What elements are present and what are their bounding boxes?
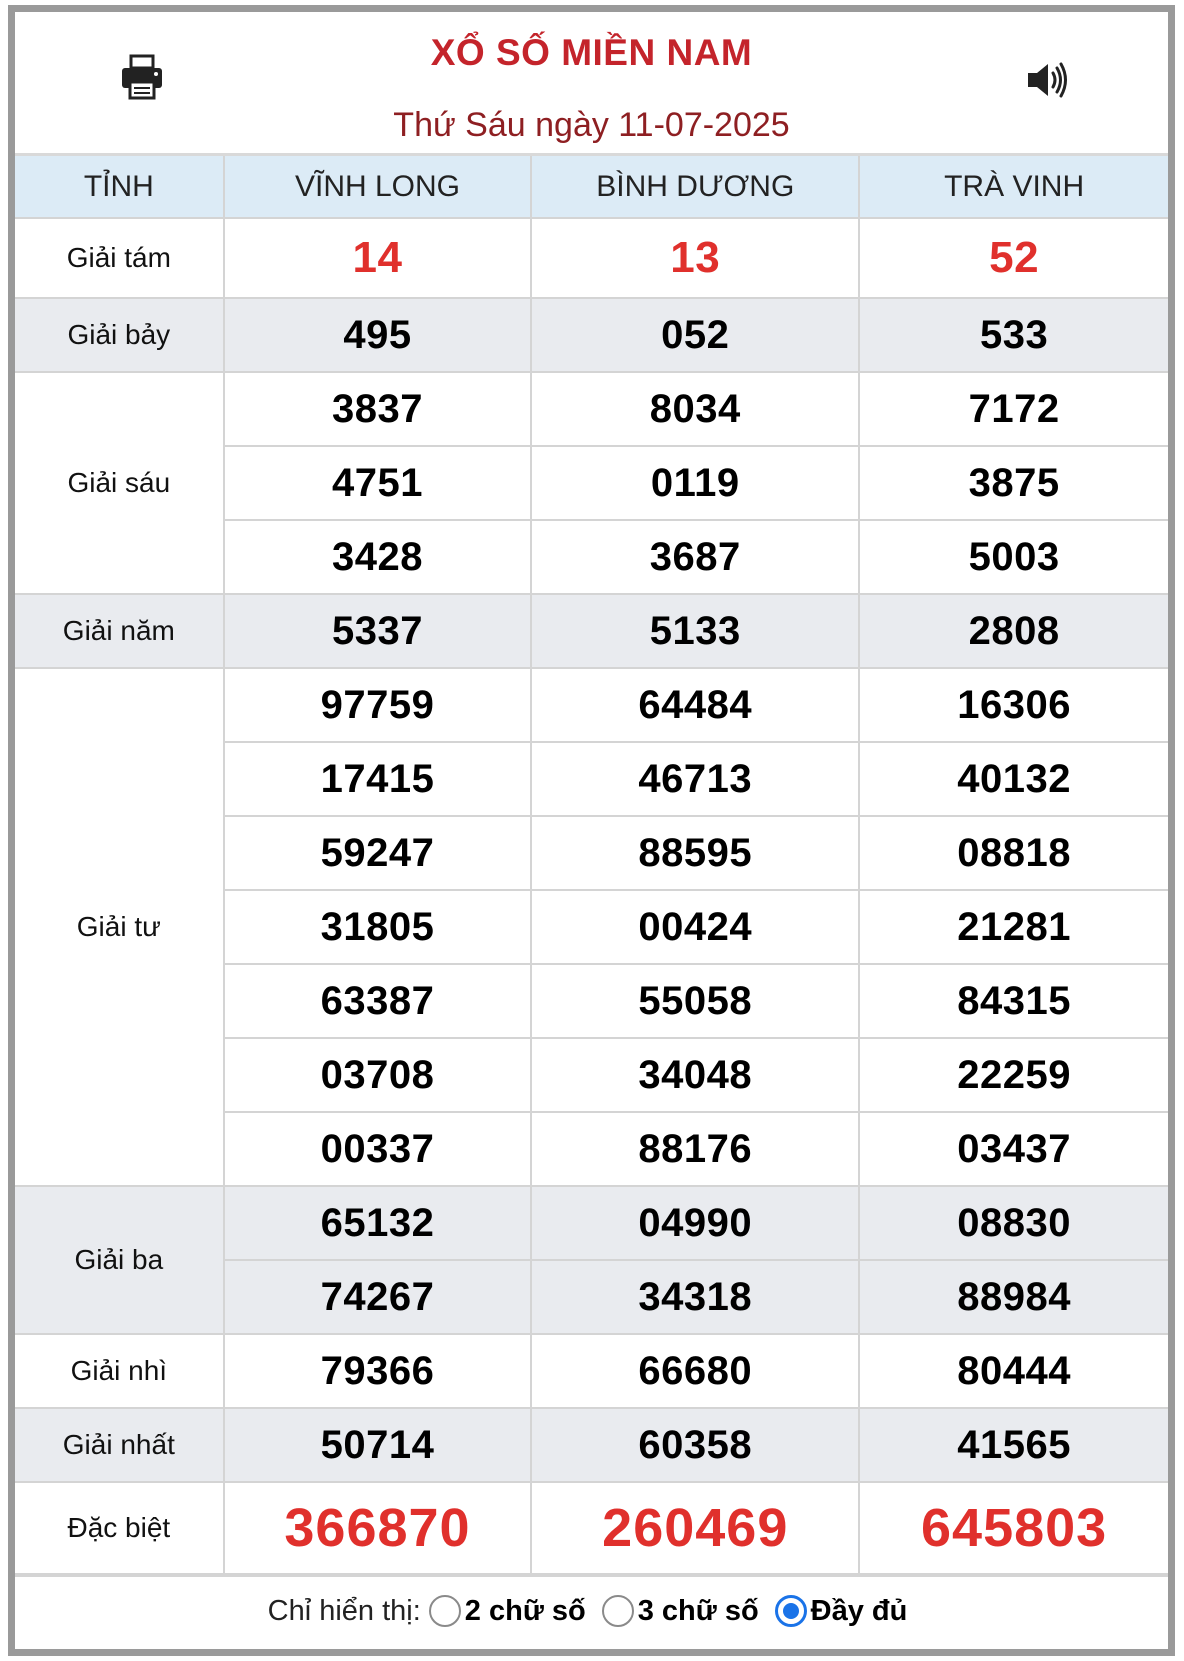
prize-number: 0119	[531, 446, 859, 520]
prize-number: 50714	[224, 1408, 532, 1482]
prize-number: 533	[859, 298, 1168, 372]
prize-number: 46713	[531, 742, 859, 816]
prize-row-dac-biet	[15, 1482, 1168, 1574]
province-binh-duong: BÌNH DƯƠNG	[531, 156, 859, 218]
prize-number: 260469	[531, 1482, 859, 1574]
prize-number: 88176	[531, 1112, 859, 1186]
lottery-results-panel	[8, 5, 1175, 1656]
sound-button[interactable]	[1026, 60, 1070, 100]
prize-number: 21281	[859, 890, 1168, 964]
prize-number: 5337	[224, 594, 532, 668]
results-table	[15, 156, 1168, 1575]
prize-number: 13	[531, 218, 859, 298]
prize-number: 31805	[224, 890, 532, 964]
prize-number: 7172	[859, 372, 1168, 446]
prize-row-giai-bay	[15, 298, 1168, 372]
radio-full[interactable]	[775, 1595, 807, 1627]
page-title: XỔ SỐ MIỀN NAM	[430, 32, 753, 73]
prize-label: Giải nhì	[15, 1334, 224, 1408]
prize-number: 4751	[224, 446, 532, 520]
prize-number: 5003	[859, 520, 1168, 594]
prize-number: 41565	[859, 1408, 1168, 1482]
prize-number: 34318	[531, 1260, 859, 1334]
prize-number: 22259	[859, 1038, 1168, 1112]
prize-label: Giải bảy	[15, 298, 224, 372]
prize-row-giai-nhat	[15, 1408, 1168, 1482]
prize-label: Đặc biệt	[15, 1482, 224, 1574]
prize-number: 00337	[224, 1112, 532, 1186]
prize-number: 59247	[224, 816, 532, 890]
prize-number: 366870	[224, 1482, 532, 1574]
prize-row-giai-nhi	[15, 1334, 1168, 1408]
prize-number: 14	[224, 218, 532, 298]
prize-number: 84315	[859, 964, 1168, 1038]
prize-number: 74267	[224, 1260, 532, 1334]
prize-number: 52	[859, 218, 1168, 298]
prize-number: 04990	[531, 1186, 859, 1260]
prize-number: 79366	[224, 1334, 532, 1408]
province-column-label: TỈNH	[15, 156, 224, 218]
radio-2-digits[interactable]	[429, 1595, 461, 1627]
prize-number: 3428	[224, 520, 532, 594]
prize-number: 88984	[859, 1260, 1168, 1334]
prize-number: 495	[224, 298, 532, 372]
prize-number: 2808	[859, 594, 1168, 668]
prize-number: 03708	[224, 1038, 532, 1112]
prize-number: 5133	[531, 594, 859, 668]
prize-number: 80444	[859, 1334, 1168, 1408]
prize-number: 63387	[224, 964, 532, 1038]
prize-number: 08818	[859, 816, 1168, 890]
prize-number: 17415	[224, 742, 532, 816]
prize-label: Giải sáu	[15, 372, 224, 594]
province-header-row	[15, 156, 1168, 218]
option-full-label[interactable]: Đầy đủ	[810, 1594, 908, 1627]
prize-number: 00424	[531, 890, 859, 964]
prize-number: 08830	[859, 1186, 1168, 1260]
filter-label: Chỉ hiển thị:	[267, 1594, 421, 1627]
option-3-digits-label[interactable]: 3 chữ số	[637, 1594, 759, 1627]
prize-row-giai-sau	[15, 372, 1168, 446]
prize-row-giai-nam	[15, 594, 1168, 668]
prize-number: 40132	[859, 742, 1168, 816]
prize-label: Giải tư	[15, 668, 224, 1186]
prize-number: 64484	[531, 668, 859, 742]
prize-number: 645803	[859, 1482, 1168, 1574]
display-filter	[15, 1575, 1168, 1645]
province-vinh-long: VĨNH LONG	[224, 156, 532, 218]
prize-row-giai-ba	[15, 1186, 1168, 1260]
prize-number: 052	[531, 298, 859, 372]
prize-row-giai-tam	[15, 218, 1168, 298]
prize-number: 97759	[224, 668, 532, 742]
prize-number: 03437	[859, 1112, 1168, 1186]
prize-number: 16306	[859, 668, 1168, 742]
prize-number: 88595	[531, 816, 859, 890]
prize-number: 3875	[859, 446, 1168, 520]
prize-label: Giải nhất	[15, 1408, 224, 1482]
province-tra-vinh: TRÀ VINH	[859, 156, 1168, 218]
prize-label: Giải năm	[15, 594, 224, 668]
speaker-icon	[1026, 60, 1070, 100]
prize-number: 66680	[531, 1334, 859, 1408]
prize-number: 60358	[531, 1408, 859, 1482]
draw-date: Thứ Sáu ngày 11-07-2025	[393, 106, 790, 144]
radio-3-digits[interactable]	[602, 1595, 634, 1627]
prize-label: Giải ba	[15, 1186, 224, 1334]
prize-number: 65132	[224, 1186, 532, 1260]
prize-row-giai-tu	[15, 668, 1168, 742]
prize-number: 55058	[531, 964, 859, 1038]
prize-number: 3837	[224, 372, 532, 446]
prize-label: Giải tám	[15, 218, 224, 298]
prize-number: 34048	[531, 1038, 859, 1112]
prize-number: 8034	[531, 372, 859, 446]
option-2-digits-label[interactable]: 2 chữ số	[464, 1594, 586, 1627]
results-header	[15, 12, 1168, 156]
prize-number: 3687	[531, 520, 859, 594]
